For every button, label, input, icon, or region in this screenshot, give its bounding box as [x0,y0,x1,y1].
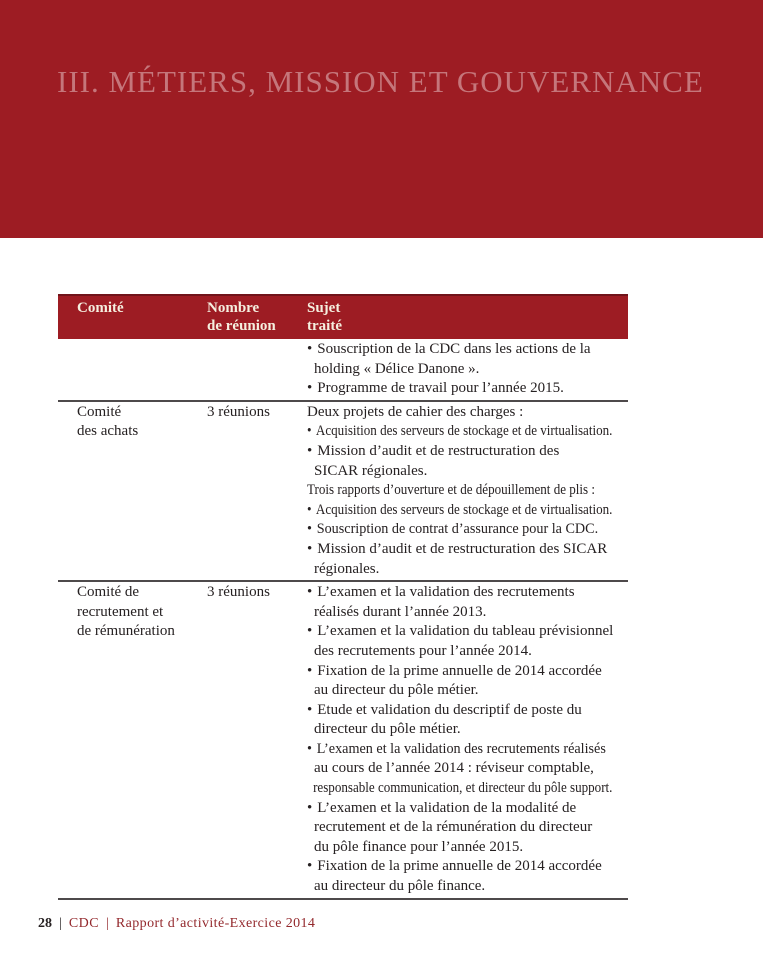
subject-item: au cours de l’année 2014 : réviseur comptable, [314,760,594,777]
header-label-line: Nombre [207,300,260,316]
subject-item: • Programme de travail pour l’année 2015. [307,379,628,399]
table-body [58,339,628,900]
meeting-count: 3 réunions [207,584,270,601]
subject-item: • Fixation de la prime annuelle de 2014 accordée [307,662,628,682]
chapter-banner [0,0,763,238]
meetings-cell [207,340,307,399]
subject-item: des recrutements pour l’année 2014. [314,642,532,659]
chapter-title: III. MÉTIERS, MISSION ET GOUVERNANCE [57,64,704,99]
subject-item: • Acquisition des serveurs de stockage et de virtualisation. [307,501,586,521]
page-footer [38,916,315,932]
subject-item: • L’examen et la validation du tableau prévisionnel [307,622,628,642]
meetings-cell [207,403,307,579]
subject-item: Deux projets de cahier des charges : [307,403,524,420]
subject-item: • Mission d’audit et de restructuration des [307,442,628,462]
table-row [58,402,628,582]
table-row [58,582,628,900]
page-number: 28 [38,916,52,931]
committee-table [58,294,628,900]
subject-item: • Souscription de la CDC dans les actions de la [307,340,628,360]
subject-item: du pôle finance pour l’année 2015. [314,838,524,855]
header-label-line: Comité [77,300,124,316]
subject-item: recrutement et de la rémunération du directeur [314,819,593,836]
subject-cell [307,583,628,897]
table-header-row [58,294,628,339]
committee-name-line: recrutement et [77,603,164,620]
meeting-count: 3 réunions [207,403,270,420]
table-row [58,339,628,402]
footer-report-title: Rapport d’activité-Exercice 2014 [115,916,316,931]
header-label-line: de réunion [207,318,276,334]
subject-item: • Souscription de contrat d’assurance pour la CDC. [307,520,610,540]
table-header-comite [58,299,207,335]
subject-item: • Mission d’audit et de restructuration des SICAR [307,540,628,560]
footer-separator-icon: | [106,916,109,931]
subject-item: SICAR régionales. [314,462,428,479]
meetings-cell [207,583,307,897]
committee-name-line: de rémunération [77,623,175,640]
committee-name-line: Comité [77,403,122,420]
subject-item: réalisés durant l’année 2013. [314,603,487,620]
subject-item: • Acquisition des serveurs de stockage et de virtualisation. [307,422,586,442]
subject-item: holding « Délice Danone ». [314,360,480,377]
subject-item: directeur du pôle métier. [314,721,461,738]
subject-item: • L’examen et la validation des recrutements réalisés [307,740,610,760]
subject-item: • Fixation de la prime annuelle de 2014 accordée [307,857,628,877]
committee-name-line: Comité de [77,584,140,601]
subject-item: au directeur du pôle finance. [314,878,486,895]
subject-item: • Etude et validation du descriptif de poste du [307,701,628,721]
subject-cell [307,403,628,579]
subject-item: • L’examen et la validation des recrutements [307,583,628,603]
header-label-line: Sujet [307,300,341,316]
subject-cell [307,340,628,399]
table-header-nombre-reunion [207,299,307,335]
table-header-sujet-traite [307,299,628,335]
committee-name-line: des achats [77,423,139,440]
footer-separator-icon: | [59,916,62,931]
committee-cell [58,403,207,579]
subject-item: • L’examen et la validation de la modalité de [307,799,628,819]
subject-item: responsable communication, et directeur du pôle support. [313,780,613,797]
subject-item: Trois rapports d’ouverture et de dépouillement de plis : [307,482,596,499]
subject-item: au directeur du pôle métier. [314,682,479,699]
subject-item: régionales. [314,560,380,577]
committee-cell [58,340,207,399]
header-label-line: traité [307,318,342,334]
committee-cell [58,583,207,897]
footer-org-name: CDC [68,916,100,931]
